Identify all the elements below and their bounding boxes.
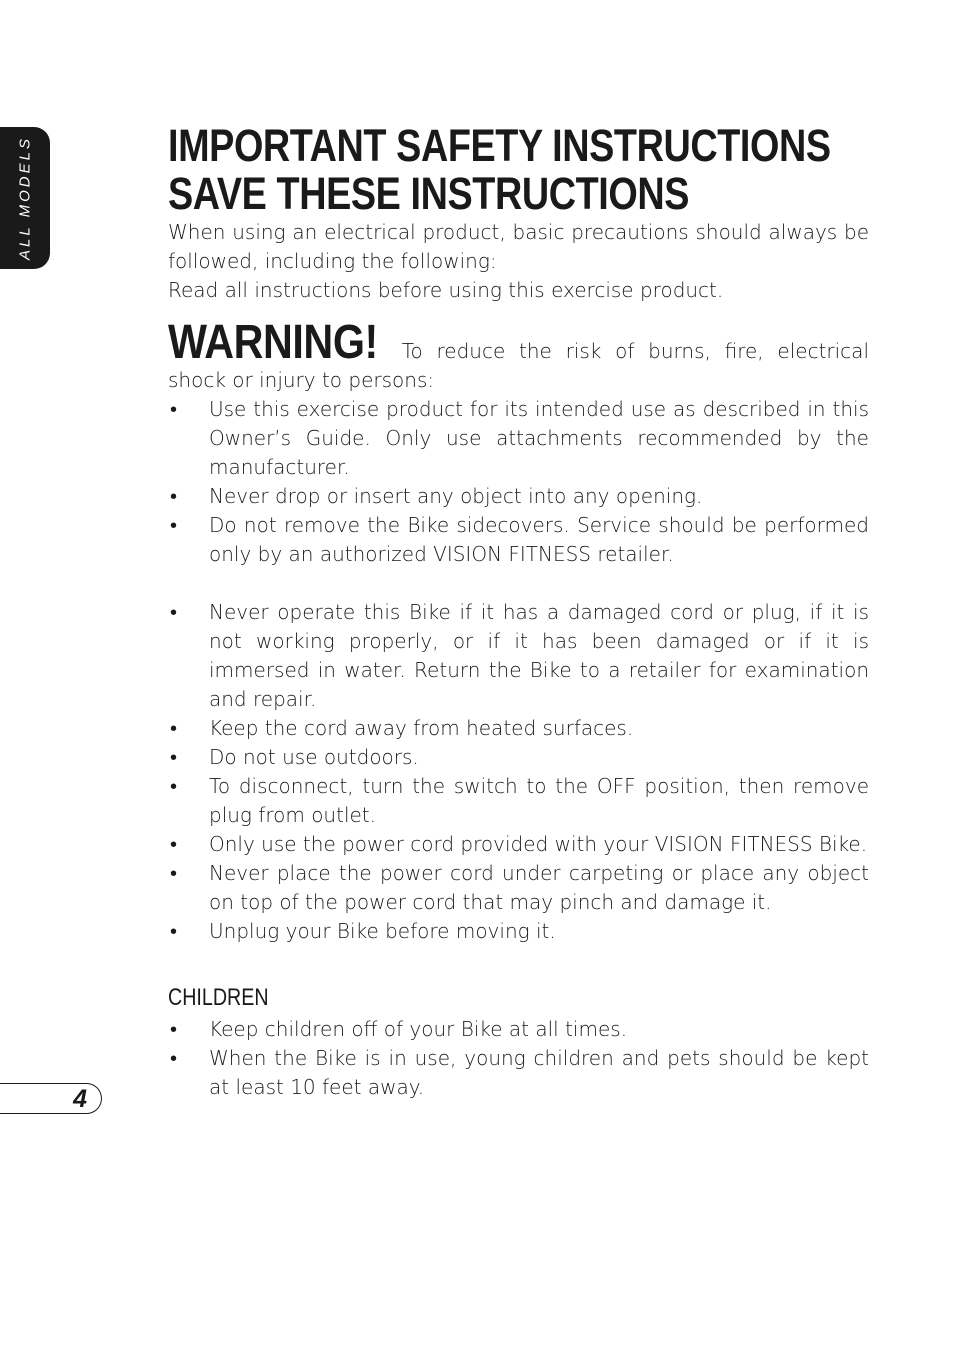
intro bbox=[168, 218, 869, 305]
intro-line-1: When using an electrical product, basic precautions should always be followed, including the following: bbox=[168, 220, 869, 273]
warning-heading: WARNING! bbox=[168, 316, 378, 369]
warning-text: To reduce the risk of burns, fire, electrical shock or injury to persons: bbox=[168, 339, 869, 392]
list-item: • Keep the cord away from heated surfaces. bbox=[168, 714, 869, 743]
list-item: • Use this exercise product for its intended use as described in this Owner’s Guide. Only use attachments recommended by the manufacturer. bbox=[168, 395, 869, 482]
side-tab-label: ALL MODELS bbox=[16, 136, 34, 260]
list-item: • Never drop or insert any object into any opening. bbox=[168, 482, 869, 511]
list-item: • When the Bike is in use, young children and pets should be kept at least 10 feet away. bbox=[168, 1044, 869, 1102]
title-line-2: SAVE THESE INSTRUCTIONS bbox=[168, 168, 690, 219]
page-number-tab bbox=[0, 1083, 102, 1114]
page-number: 4 bbox=[73, 1085, 87, 1113]
children-heading: CHILDREN bbox=[168, 984, 269, 1011]
side-tab bbox=[0, 127, 50, 269]
bullet-list-2 bbox=[168, 598, 869, 946]
spacer bbox=[168, 569, 869, 598]
intro-line-2: Read all instructions before using this exercise product. bbox=[168, 278, 724, 302]
title-line-1: IMPORTANT SAFETY INSTRUCTIONS bbox=[168, 120, 831, 171]
list-item: • Never operate this Bike if it has a damaged cord or plug, if it is not working properly, or if it has been damaged or if it is immersed in water. Return the Bike to a retailer for examination and repair. bbox=[168, 598, 869, 714]
list-item: • Do not use outdoors. bbox=[168, 743, 869, 772]
list-item: • To disconnect, turn the switch to the OFF position, then remove plug from outlet. bbox=[168, 772, 869, 830]
page-content bbox=[168, 122, 869, 1102]
list-item: • Only use the power cord provided with your VISION FITNESS Bike. bbox=[168, 830, 869, 859]
list-item: • Do not remove the Bike sidecovers. Service should be performed only by an authorized VISION FITNESS retailer. bbox=[168, 511, 869, 569]
warning-block bbox=[168, 316, 869, 395]
list-item: • Keep children off of your Bike at all times. bbox=[168, 1015, 869, 1044]
bullet-list-1 bbox=[168, 395, 869, 569]
list-item: • Never place the power cord under carpeting or place any object on top of the power cord that may pinch and damage it. bbox=[168, 859, 869, 917]
children-bullet-list bbox=[168, 1015, 869, 1102]
list-item: • Unplug your Bike before moving it. bbox=[168, 917, 869, 946]
